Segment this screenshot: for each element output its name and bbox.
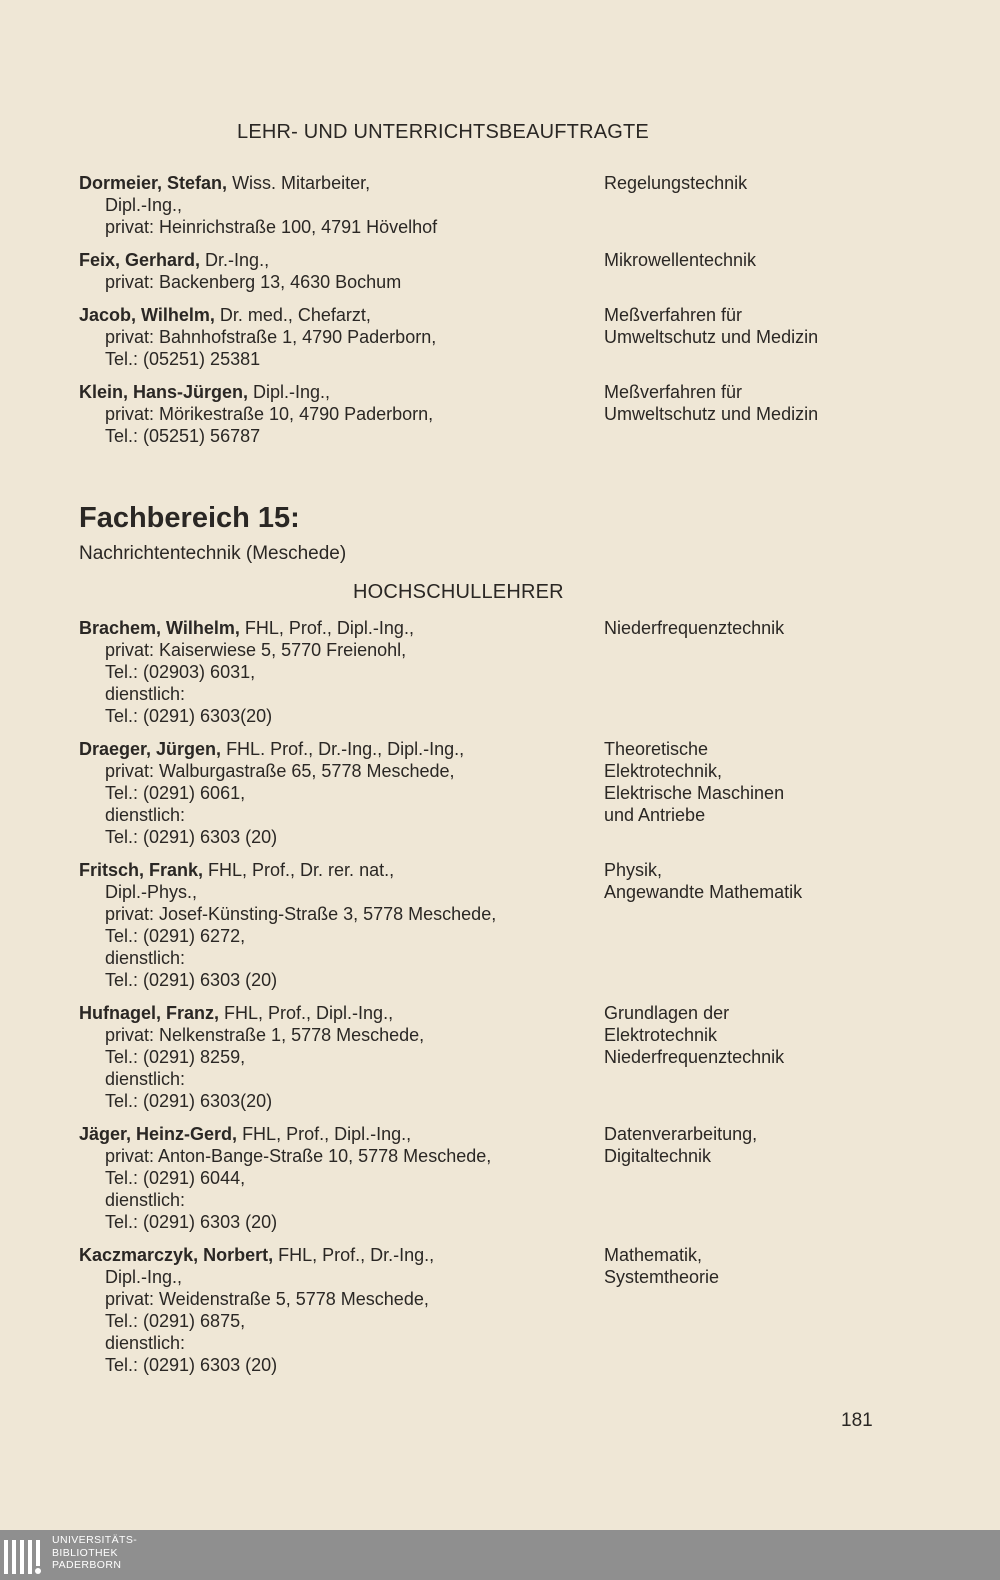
subject-line: Mathematik, [604, 1245, 703, 1265]
entry-detail-line: privat: Heinrichstraße 100, 4791 Hövelhof [105, 217, 438, 237]
entry-detail-line: privat: Backenberg 13, 4630 Bochum [105, 272, 402, 292]
entry-detail-line: Dipl.-Phys., [105, 882, 198, 902]
entry-header-line [79, 1244, 434, 1266]
subject-line: Meßverfahren für [604, 305, 743, 325]
entry-detail-line: Tel.: (0291) 6303(20) [105, 1091, 273, 1111]
directory-entry [79, 249, 401, 293]
directory-entry [79, 1123, 491, 1233]
person-title: FHL, Prof., Dr. rer. nat., [203, 860, 395, 880]
subject-line: Datenverarbeitung, [604, 1124, 758, 1144]
entry-header-line [79, 859, 496, 881]
entry-detail-line: Tel.: (0291) 8259, [105, 1047, 246, 1067]
entry-detail-line: Tel.: (0291) 6044, [105, 1168, 246, 1188]
entry-header-line [79, 304, 436, 326]
entry-detail-line: dienstlich: [105, 1333, 186, 1353]
entry-header-line [79, 1123, 491, 1145]
university-library-logo-icon [2, 1534, 48, 1576]
person-title: FHL. Prof., Dr.-Ing., Dipl.-Ing., [221, 739, 465, 759]
entry-detail-line: Tel.: (0291) 6303 (20) [105, 1212, 278, 1232]
entry-header-line [79, 172, 437, 194]
subject-line: Niederfrequenztechnik [604, 618, 785, 638]
directory-entry [79, 172, 437, 238]
person-name: Jäger, Heinz-Gerd, [79, 1124, 238, 1144]
directory-entry [79, 859, 496, 991]
person-title: FHL, Prof., Dipl.-Ing., [237, 1124, 412, 1144]
person-title: Dr.-Ing., [200, 250, 270, 270]
directory-entry [79, 738, 464, 848]
subject-line: Elektrotechnik, [604, 761, 723, 781]
library-footer [0, 1530, 1000, 1580]
library-name-line-1: UNIVERSITÄTS- [52, 1534, 138, 1546]
teaching-subject [604, 1244, 719, 1288]
library-name-line-2: BIBLIOTHEK [52, 1546, 118, 1559]
subject-line: Systemtheorie [604, 1267, 720, 1287]
teaching-subject [604, 1002, 784, 1068]
entry-detail-line: Tel.: (0291) 6303(20) [105, 706, 273, 726]
section-heading-lehrbeauftragte: LEHR- UND UNTERRICHTSBEAUFTRAGTE [237, 121, 649, 143]
entry-header-line [79, 249, 401, 271]
subject-line: Physik, [604, 860, 663, 880]
subject-line: Elektrische Maschinen [604, 783, 785, 803]
teaching-subject [604, 249, 756, 271]
subject-line: Elektrotechnik [604, 1025, 718, 1045]
directory-entry [79, 617, 414, 727]
directory-entry [79, 1002, 424, 1112]
subject-line: Grundlagen der [604, 1003, 730, 1023]
entry-detail-line: Tel.: (0291) 6272, [105, 926, 246, 946]
subject-line: Umweltschutz und Medizin [604, 404, 819, 424]
person-title: FHL, Prof., Dr.-Ing., [273, 1245, 435, 1265]
entry-header-line [79, 617, 414, 639]
person-name: Brachem, Wilhelm, [79, 618, 240, 638]
person-name: Feix, Gerhard, [79, 250, 201, 270]
faculty-subtitle: Nachrichtentechnik (Meschede) [79, 543, 347, 564]
entry-header-line [79, 738, 464, 760]
entry-detail-line: privat: Nelkenstraße 1, 5778 Meschede, [105, 1025, 425, 1045]
person-name: Jacob, Wilhelm, [79, 305, 215, 325]
entry-detail-line: Tel.: (05251) 25381 [105, 349, 261, 369]
entry-detail-line: dienstlich: [105, 1069, 186, 1089]
person-title: FHL, Prof., Dipl.-Ing., [219, 1003, 394, 1023]
entry-detail-line: privat: Weidenstraße 5, 5778 Meschede, [105, 1289, 429, 1309]
entry-header-line [79, 1002, 424, 1024]
teaching-subject [604, 381, 818, 425]
entry-detail-line: Tel.: (05251) 56787 [105, 426, 261, 446]
section-heading-hochschullehrer: HOCHSCHULLEHRER [353, 581, 564, 603]
page-number: 181 [841, 1410, 873, 1431]
person-name: Hufnagel, Franz, [79, 1003, 220, 1023]
teaching-subject [604, 304, 818, 348]
faculty-title: Fachbereich 15: [79, 502, 300, 534]
entry-detail-line: privat: Bahnhofstraße 1, 4790 Paderborn, [105, 327, 437, 347]
subject-line: und Antriebe [604, 805, 706, 825]
subject-line: Angewandte Mathematik [604, 882, 803, 902]
directory-entry [79, 381, 433, 447]
entry-detail-line: Tel.: (0291) 6875, [105, 1311, 246, 1331]
entry-detail-line: dienstlich: [105, 684, 186, 704]
person-name: Dormeier, Stefan, [79, 173, 228, 193]
person-name: Draeger, Jürgen, [79, 739, 222, 759]
teaching-subject [604, 1123, 757, 1167]
entry-header-line [79, 381, 433, 403]
teaching-subject [604, 172, 747, 194]
teaching-subject [604, 617, 784, 639]
entry-detail-line: privat: Anton-Bange-Straße 10, 5778 Meschede, [105, 1146, 492, 1166]
directory-entry [79, 304, 436, 370]
person-title: FHL, Prof., Dipl.-Ing., [239, 618, 414, 638]
teaching-subject [604, 859, 802, 903]
entry-detail-line: Tel.: (0291) 6061, [105, 783, 246, 803]
subject-line: Mikrowellentechnik [604, 250, 757, 270]
entry-detail-line: privat: Josef-Künsting-Straße 3, 5778 Meschede, [105, 904, 497, 924]
entry-detail-line: dienstlich: [105, 948, 186, 968]
entry-detail-line: Dipl.-Ing., [105, 1267, 183, 1287]
subject-line: Niederfrequenztechnik [604, 1047, 785, 1067]
entry-detail-line: dienstlich: [105, 1190, 186, 1210]
subject-line: Theoretische [604, 739, 709, 759]
subject-line: Meßverfahren für [604, 382, 743, 402]
person-title: Dr. med., Chefarzt, [214, 305, 371, 325]
library-name-line-3: PADERBORN [52, 1559, 122, 1571]
entry-detail-line: Tel.: (02903) 6031, [105, 662, 256, 682]
entry-detail-line: privat: Mörikestraße 10, 4790 Paderborn, [105, 404, 434, 424]
person-name: Kaczmarczyk, Norbert, [79, 1245, 274, 1265]
entry-detail-line: Tel.: (0291) 6303 (20) [105, 827, 278, 847]
subject-line: Umweltschutz und Medizin [604, 327, 819, 347]
directory-entry [79, 1244, 434, 1376]
entry-detail-line: dienstlich: [105, 805, 186, 825]
entry-detail-line: Tel.: (0291) 6303 (20) [105, 1355, 278, 1375]
person-title: Wiss. Mitarbeiter, [227, 173, 371, 193]
library-name [52, 1534, 137, 1572]
person-name: Klein, Hans-Jürgen, [79, 382, 249, 402]
entry-detail-line: privat: Walburgastraße 65, 5778 Meschede, [105, 761, 455, 781]
entry-detail-line: privat: Kaiserwiese 5, 5770 Freienohl, [105, 640, 407, 660]
subject-line: Digitaltechnik [604, 1146, 712, 1166]
subject-line: Regelungstechnik [604, 173, 748, 193]
entry-detail-line: Dipl.-Ing., [105, 195, 183, 215]
person-title: Dipl.-Ing., [248, 382, 331, 402]
teaching-subject [604, 738, 784, 826]
entry-detail-line: Tel.: (0291) 6303 (20) [105, 970, 278, 990]
person-name: Fritsch, Frank, [79, 860, 204, 880]
